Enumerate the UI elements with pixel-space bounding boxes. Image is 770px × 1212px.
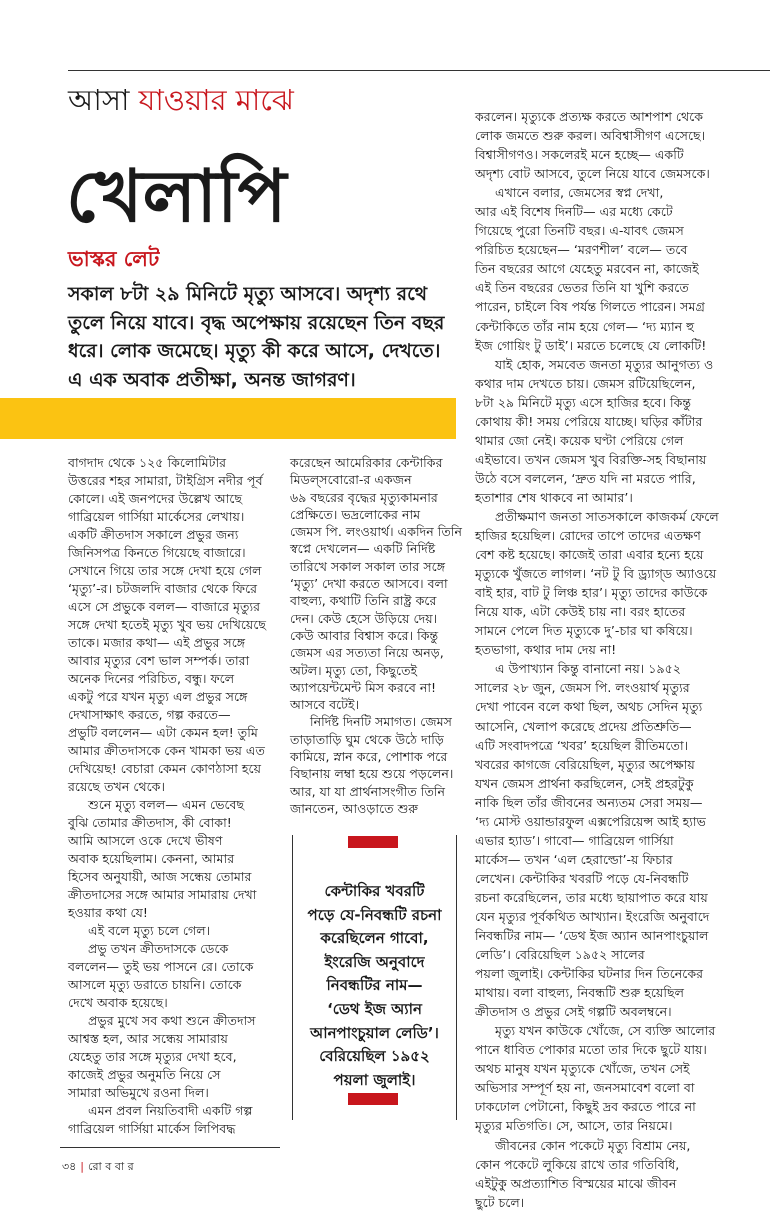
body-text-line: পরিচিত হয়েছেন— ‘মরণশীল’ বলে— তবে bbox=[475, 242, 688, 258]
deck-line: সকাল ৮টা ২৯ মিনিটে মৃত্যু আসবে। অদৃশ্য রথে bbox=[68, 283, 428, 305]
body-text-line: পারেন, চাইলে বিষ পর্যন্ত গিলতে পারেন। সমগ্র bbox=[475, 299, 705, 315]
body-column-1 bbox=[68, 454, 273, 1138]
body-text-line: আশ্বস্ত হল, আর সন্ধেয় সামারায় bbox=[68, 1031, 228, 1046]
article-title: খেলাপি bbox=[66, 153, 287, 238]
body-text-line: শুনে মৃত্যু বলল— এমন ভেবেছ bbox=[88, 797, 245, 812]
author-byline: ভাস্কর লেট bbox=[68, 247, 160, 271]
body-text-line: প্রভুটি বললেন— এটা কেমন হল! তুমি bbox=[68, 725, 258, 740]
footer-rule bbox=[60, 1147, 280, 1148]
body-text-line: তাড়াতাড়ি ঘুম থেকে উঠে দাড়ি bbox=[290, 731, 444, 747]
body-text-line: ইজ গোয়িং টু ডাই’। মরতে চলেছে যে লোকটি! bbox=[475, 337, 707, 353]
pull-quote bbox=[292, 835, 457, 1120]
body-text-line: লেখেন। কেন্টাকির খবরটি পড়ে যে-নিবন্ধটি bbox=[475, 870, 689, 886]
body-text-line: এসে সে প্রভুকে বলল— বাজারে মৃত্যুর bbox=[68, 599, 261, 614]
pull-quote-line: ‘ডেথ ইজ অ্যান bbox=[327, 999, 422, 1018]
body-text-line: অভিসার সম্পূর্ণ হয় না, জনসমাবেশ বলো বা bbox=[475, 1080, 695, 1096]
body-text-line: আর এই বিশেষ দিনটি— এর মধ্যে কেটে bbox=[475, 204, 673, 220]
body-text-line: নির্দিষ্ট দিনটি সমাগত। জেমস bbox=[310, 714, 452, 730]
body-text-line: প্রেক্ষিতে। ভদ্রলোকের নাম bbox=[290, 506, 421, 522]
body-text-line: জেমস এর সত্যতা নিয়ে অনড়, bbox=[290, 645, 444, 661]
body-text-line: প্রভু তখন ক্রীতদাসকে ডেকে bbox=[88, 941, 229, 956]
body-text-line: ৮টা ২৯ মিনিটে মৃত্যু এসে হাজির হবে। কিন্তু bbox=[475, 394, 692, 410]
page-footer bbox=[62, 1158, 134, 1177]
pull-quote-line: কেন্টাকির খবরটি bbox=[324, 882, 425, 900]
body-text-line: বিছানায় লম্বা হয়ে শুয়ে পড়লেন। bbox=[290, 766, 454, 782]
body-text-line: একটু পরে যখন মৃত্যু এল প্রভুর সঙ্গে bbox=[68, 689, 248, 704]
section-heading-red: যাওয়ার মাঝে bbox=[138, 83, 294, 117]
top-rule bbox=[68, 70, 770, 71]
body-text-line: মার্কেস— তখন ‘এল হেরাল্ডো’-য় ফিচার bbox=[475, 851, 673, 867]
body-text-line: এখানে বলার, জেমসের স্বপ্ন দেখা, bbox=[495, 185, 664, 201]
body-text-line: জেমস পি. লংওয়ার্থ। একদিন তিনি bbox=[290, 524, 462, 540]
body-text-line: কেন্টাকিতে তাঁর নাম হয়ে গেল— ‘দ্য ম্যান হু bbox=[475, 318, 695, 334]
body-text-line: আবার মৃত্যুর বেশ ভাল সম্পর্ক। তারা bbox=[68, 653, 250, 668]
magazine-name: রো ব বা র bbox=[88, 1160, 134, 1173]
body-text-line: কাজেই প্রভুর অনুমতি নিয়ে সে bbox=[68, 1067, 221, 1082]
body-text-line: এ উপাখ্যান কিন্তু বানানো নয়। ১৯৫২ bbox=[495, 661, 681, 677]
body-text-line: বিশ্বাসীগণও। সকলেরই মনে হচ্ছে— একটি bbox=[475, 147, 684, 163]
body-text-line: যেন মৃত্যুর পূর্বকথিত আখ্যান। ইংরেজি অনুবাদে bbox=[475, 908, 710, 924]
body-text-line: সঙ্গে দেখা হতেই মৃত্যু খুব ভয় দেখিয়েছে bbox=[68, 617, 267, 632]
body-text-line: আমার ক্রীতদাসকে কেন খামকা ভয় এত bbox=[68, 743, 265, 758]
body-text-line: সালের ২৮ জুন, জেমস পি. লংওয়ার্থ মৃত্যুর bbox=[475, 680, 690, 696]
body-text-line: এইভাবে। তখন জেমস খুব বিরক্তি-সহ বিছানায় bbox=[475, 451, 707, 467]
body-text-line: দেখিয়েছ! বেচারা কেমন কোণঠাসা হয়ে bbox=[68, 761, 261, 776]
body-text-line: এই তিন বছরের ভেতর তিনি যা খুশি করতে bbox=[475, 280, 689, 296]
body-text-line: ‘দ্য মোস্ট ওয়ান্ডারফুল এক্সপেরিয়েন্স আই হ্যাভ bbox=[475, 813, 706, 829]
body-text-line: নিবন্ধটির নাম— ‘ডেথ ইজ অ্যান আনপাংচুয়াল bbox=[475, 928, 709, 944]
body-text-line: কোথায় কী! সময় পেরিয়ে যাচ্ছে। ঘড়ির কাঁটার bbox=[475, 413, 703, 429]
body-text-line: আসলে মৃত্যু ডরাতে চায়নি। তোকে bbox=[68, 977, 242, 992]
pull-quote-line: বেরিয়েছিল ১৯৫২ bbox=[319, 1047, 430, 1066]
pull-quote-line: নিবন্ধটির নাম— bbox=[326, 976, 423, 995]
body-text-line: করেছেন আমেরিকার কেন্টাকির bbox=[290, 455, 443, 470]
body-text-line: বাগদাদ থেকে ১২৫ কিলোমিটার bbox=[68, 455, 227, 470]
body-text-line: সামারা অভিমুখে রওনা দিল। bbox=[68, 1085, 209, 1100]
body-text-line: গিয়েছে পুরো তিনটি বছর। এ-যাবৎ জেমস bbox=[475, 223, 684, 239]
body-text-line: ‘মৃত্যু’ দেখা করতে আসবে। বলা bbox=[290, 576, 448, 592]
article-deck bbox=[68, 280, 458, 394]
pull-quote-text bbox=[293, 880, 456, 1092]
body-text-line: সেখানে গিয়ে তার সঙ্গে দেখা হয়ে গেল bbox=[68, 563, 262, 578]
body-text-line: হাজির হয়েছিল। রোদের তাপে তাদের এতক্ষণ bbox=[475, 528, 701, 544]
body-text-line: কামিয়ে, স্নান করে, পোশাক পরে bbox=[290, 749, 448, 765]
body-text-line: ঢাকঢোল পেটানো, কিছুই দ্রব করতে পারে না bbox=[475, 1099, 696, 1115]
body-text-line: একটি ক্রীতদাস সকালে প্রভুর জন্য bbox=[68, 527, 239, 542]
deck-line: এ এক অবাক প্রতীক্ষা, অনন্ত জাগরণ। bbox=[68, 368, 356, 391]
body-text-line: এইটুকু অপ্রত্যাশিত বিস্ময়ের মাঝে জীবন bbox=[475, 1175, 677, 1191]
body-text-line: হিসেব অনুযায়ী, আজ সন্ধেয় তোমার bbox=[68, 869, 252, 884]
body-text-line: ছুটে চলে। bbox=[475, 1194, 525, 1210]
body-text-line: যাই হোক, সমবেত জনতা মৃত্যুর আনুগত্য ও bbox=[495, 356, 714, 372]
body-text-line: কোন পকেটে লুকিয়ে রাখে তার গতিবিধি, bbox=[475, 1156, 680, 1172]
body-text-line: অবাক হয়েছিলাম। কেননা, আমার bbox=[68, 851, 235, 866]
body-text-line: লোক জমতে শুরু করল। অবিশ্বাসীগণ এসেছে। bbox=[475, 128, 706, 144]
body-text-line: নাকি ছিল তাঁর জীবনের অন্যতম সেরা সময়— bbox=[475, 794, 703, 810]
footer-separator: | bbox=[80, 1160, 85, 1173]
body-text-line: পয়লা জুলাই। কেন্টাকির ঘটনার দিন তিনেকের bbox=[475, 966, 704, 982]
body-text-line: গাব্রিয়েল গার্সিয়া মার্কেস লিপিবদ্ধ bbox=[68, 1121, 236, 1136]
body-text-line: এমন প্রবল নিয়তিবাদী একটি গল্প bbox=[88, 1103, 253, 1118]
body-text-line: থামার জো নেই। কয়েক ঘণ্টা পেরিয়ে গেল bbox=[475, 432, 684, 448]
body-text-line: অনেক দিনের পরিচিত, বন্ধু। ফলে bbox=[68, 671, 235, 686]
body-text-line: দেখে অবাক হয়েছে। bbox=[68, 995, 168, 1010]
body-text-line: হতভাগা, কথার দাম দেয় না! bbox=[475, 642, 617, 658]
body-text-line: রয়েছে তখন থেকে। bbox=[68, 779, 165, 794]
body-text-line: বললেন— তুই ভয় পাসনে রে। তোকে bbox=[68, 959, 254, 974]
body-text-line: ৬৯ বছরের বৃদ্ধের মৃত্যুকামনার bbox=[290, 489, 438, 505]
body-text-line: প্রতীক্ষমাণ জনতা সাতসকালে কাজকর্ম ফেলে bbox=[495, 508, 719, 524]
body-text-line: মৃত্যুর মতিগতি। সে, আসে, তার নিয়মে। bbox=[475, 1118, 673, 1134]
body-text-line: যখন জেমস প্রার্থনা করছিলেন, সেই প্রহরটুকু bbox=[475, 775, 694, 791]
body-text-line: জীবনের কোন পকেটে মৃত্যু বিশ্রাম নেয়, bbox=[495, 1137, 691, 1153]
body-text-line: এই বলে মৃত্যু চলে গেল। bbox=[88, 923, 211, 938]
body-text-line: স্বপ্নে দেখলেন— একটি নির্দিষ্ট bbox=[290, 541, 436, 557]
body-text-line: মৃত্যু যখন কাউকে খোঁজে, সে ব্যক্তি আলোর bbox=[495, 1023, 716, 1039]
body-text-line: অটল। মৃত্যু তো, কিছুতেই bbox=[290, 662, 418, 678]
body-text-line: করলেন। মৃত্যুকে প্রত্যক্ষ করতে আশপাশ থেকে bbox=[475, 109, 704, 124]
body-text-line: কোলে। এই জনপদের উল্লেখ আছে bbox=[68, 491, 243, 506]
pull-quote-top-bar bbox=[348, 836, 398, 848]
body-text-line: জানতেন, আওড়াতে শুরু bbox=[290, 800, 419, 816]
body-text-line: আসেনি, খেলাপ করেছে প্রদেয় প্রতিশ্রুতি— bbox=[475, 718, 692, 734]
body-text-line: হতাশার শেষ থাকবে না আমার’। bbox=[475, 489, 633, 505]
body-text-line: ক্রীতদাসের সঙ্গে আমার সামারায় দেখা bbox=[68, 887, 257, 902]
body-text-line: বাই হার, বাট টু লিঞ্চ হার’। মৃত্যু তাদের কাউকে bbox=[475, 585, 708, 601]
pull-quote-line: করেছিলেন গাবো, bbox=[320, 929, 429, 948]
body-text-line: তারিখে সকাল সকাল তার সঙ্গে bbox=[290, 558, 446, 574]
body-text-line: সামনে পেলে দিত মৃত্যুকে দু’-চার ঘা কষিয়ে। bbox=[475, 623, 693, 639]
body-text-line: কথার দাম দেখতে চায়। জেমস রটিয়েছিলেন, bbox=[475, 375, 696, 391]
body-text-line: অ্যাপয়েন্টমেন্ট মিস করবে না! bbox=[290, 679, 437, 695]
body-text-line: আসবে বটেই। bbox=[290, 697, 360, 713]
pull-quote-bottom-bar bbox=[348, 1093, 398, 1105]
body-text-line: মিডল্‌সবোরো-র একজন bbox=[290, 472, 412, 488]
page-number: ৩৪ bbox=[62, 1160, 77, 1173]
deck-line: ধরে। লোক জমেছে। মৃত্যু কী করে আসে, দেখতে। bbox=[68, 340, 441, 362]
body-text-line: তিন বছরের আগে যেহেতু মরবেন না, কাজেই bbox=[475, 261, 699, 277]
body-text-line: প্রভুর মুখে সব কথা শুনে ক্রীতদাস bbox=[88, 1013, 256, 1028]
body-text-line: উত্তরের শহর সামারা, টাইগ্রিস নদীর পূর্ব bbox=[68, 473, 263, 488]
body-text-line: হওয়ার কথা যে! bbox=[68, 905, 148, 920]
body-text-line: পানে ধাবিত পোকার মতো তার দিকে ছুটে যায়। bbox=[475, 1042, 707, 1058]
body-text-line: অদৃশ্য বোট আসবে, তুলে নিয়ে যাবে জেমসকে। bbox=[475, 166, 710, 182]
body-text-line: আর, যা যা প্রার্থনাসংগীত তিনি bbox=[290, 783, 446, 799]
body-text-line: খবরের কাগজে বেরিয়েছিল, মৃত্যুর অপেক্ষায় bbox=[475, 756, 695, 772]
body-text-line: কেউ আবার বিশ্বাস করে। কিন্তু bbox=[290, 627, 439, 643]
pull-quote-line: পড়ে যে-নিবন্ধটি রচনা bbox=[307, 905, 442, 924]
body-text-line: বেশ কষ্ট হয়েছে। কাজেই তারা এবার হন্যে হয়ে bbox=[475, 547, 704, 563]
yellow-band bbox=[0, 398, 456, 439]
body-text-line: মাথায়। বলা বাহুল্য, নিবন্ধটি শুরু হয়েছিল bbox=[475, 985, 684, 1001]
body-text-line: অথচ মানুষ যখন মৃত্যুকে খোঁজে, তখন সেই bbox=[475, 1061, 690, 1077]
deck-line: তুলে নিয়ে যাবে। বৃদ্ধ অপেক্ষায় রয়েছেন তিন বছর bbox=[68, 311, 445, 334]
body-text-line: আমি আসলে ওকে দেখে ভীষণ bbox=[68, 833, 223, 848]
body-text-line: এটি সংবাদপত্রে ‘খবর’ হয়েছিল রীতিমতো। bbox=[475, 737, 689, 753]
pull-quote-line: ইংরেজি অনুবাদে bbox=[324, 952, 425, 971]
body-text-line: রচনা করেছিলেন, তার মধ্যে ছায়াপাত করে যায় bbox=[475, 889, 708, 905]
body-column-2 bbox=[290, 454, 462, 817]
body-text-line: দেন। কেউ হেসে উড়িয়ে দেয়। bbox=[290, 610, 438, 626]
body-text-line: তাকে। মজার কথা— এই প্রভুর সঙ্গে bbox=[68, 635, 246, 650]
section-heading-black: আসা bbox=[68, 83, 130, 117]
body-text-line: ‘মৃত্যু’-র। চটজলদি বাজার থেকে ফিরে bbox=[68, 581, 258, 596]
body-text-line: লেডি’। বেরিয়েছিল ১৯৫২ সালের bbox=[475, 947, 645, 963]
body-text-line: দেখাসাক্ষাৎ করতে, গল্প করতে— bbox=[68, 707, 231, 722]
body-text-line: দেখা পাবেন বলে কথা ছিল, অথচ সেদিন মৃত্যু bbox=[475, 699, 703, 715]
body-text-line: ক্রীতদাস ও প্রভুর সেই গল্পটি অবলম্বনে। bbox=[475, 1004, 672, 1020]
pull-quote-line: পয়লা জুলাই। bbox=[333, 1070, 416, 1089]
body-text-line: মৃত্যুকে খুঁজতে লাগল। ‘নট টু বি ড্র্যাগ্‌ড অ্যাওয়ে bbox=[475, 566, 717, 582]
body-text-line: নিয়ে যাক, এটা কেউই চায় না। বরং হাতের bbox=[475, 604, 686, 620]
pull-quote-line: আনপাংচুয়াল লেডি’। bbox=[310, 1023, 439, 1042]
body-text-line: উঠে বসে বললেন, ‘দ্রুত যদি না মরতে পারি, bbox=[475, 470, 696, 486]
body-text-line: এভার হ্যাড’। গাবো— গাব্রিয়েল গার্সিয়া bbox=[475, 832, 674, 848]
body-text-line: জিনিসপত্র কিনতে গিয়েছে বাজারে। bbox=[68, 545, 246, 560]
body-text-line: গাব্রিয়েল গার্সিয়া মার্কেসের লেখায়। bbox=[68, 509, 245, 524]
body-column-3 bbox=[475, 107, 720, 1212]
section-heading bbox=[68, 78, 294, 127]
body-text-line: বাহুল্য, কথাটি তিনি রাষ্ট্র করে bbox=[290, 593, 437, 609]
body-text-line: যেহেতু তার সঙ্গে মৃত্যুর দেখা হবে, bbox=[68, 1049, 237, 1064]
body-text-line: বুঝি তোমার ক্রীতদাস, কী বোকা! bbox=[68, 815, 232, 830]
